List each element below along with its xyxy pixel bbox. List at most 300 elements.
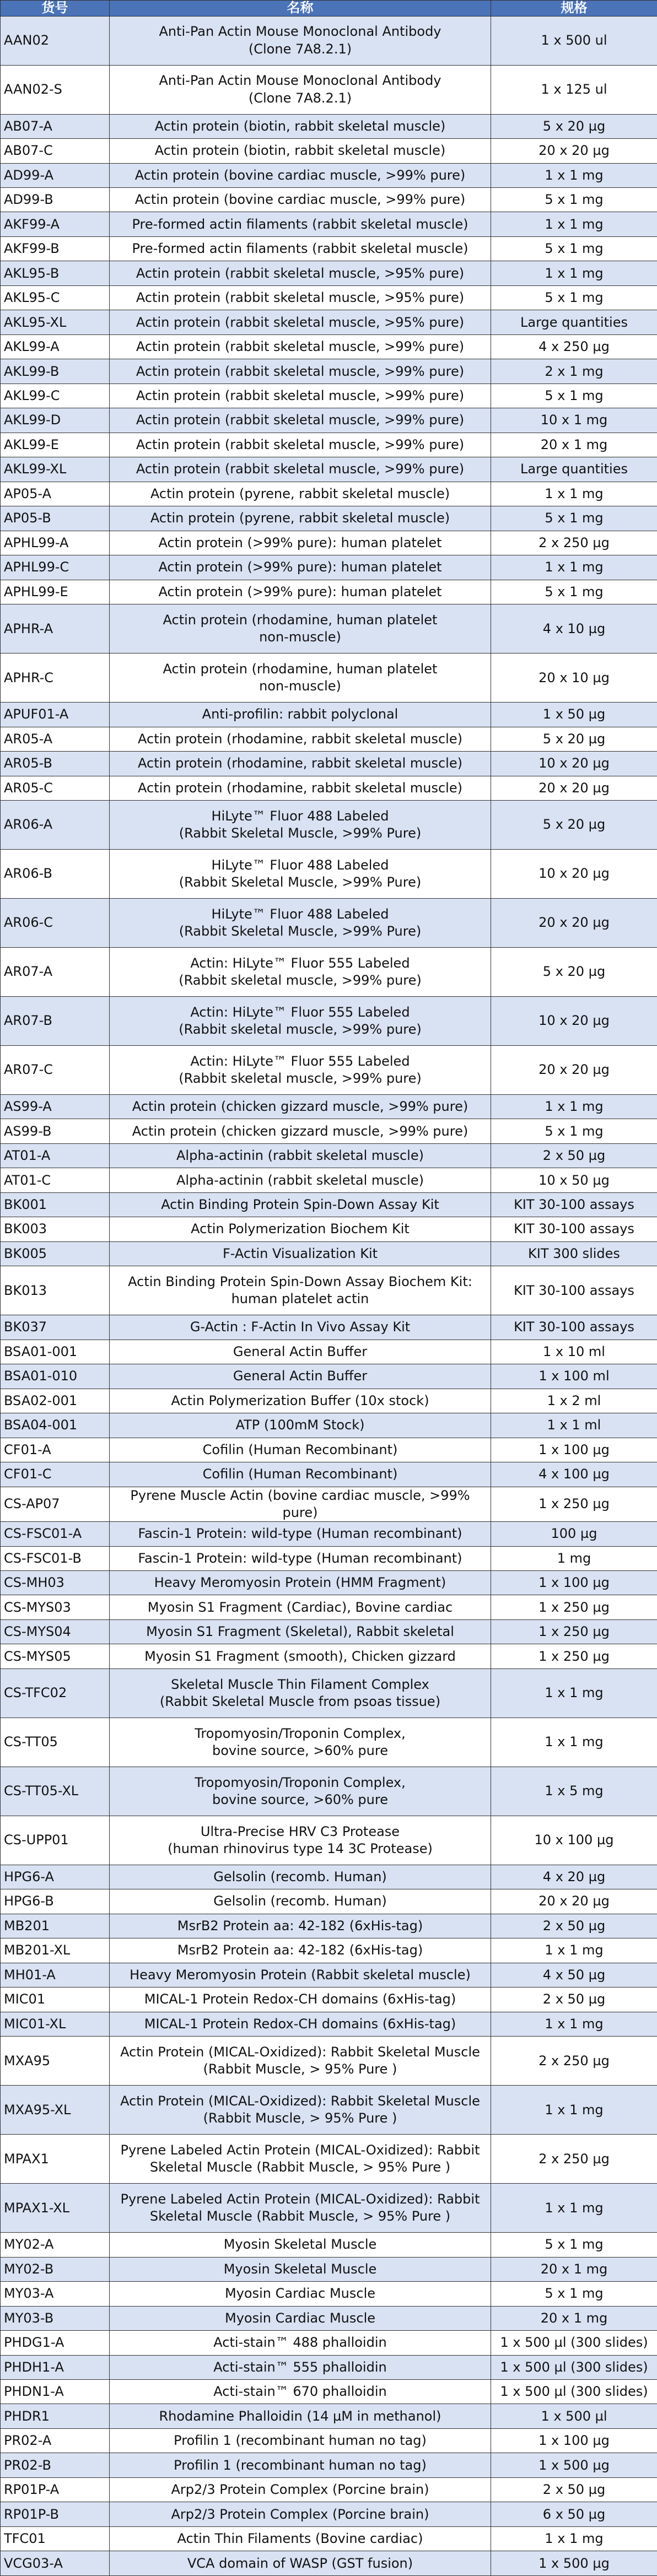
- product-spec: 1 x 1 mg: [491, 2086, 657, 2135]
- product-spec: 2 x 50 µg: [491, 2477, 657, 2502]
- product-spec: 5 x 1 mg: [491, 384, 657, 408]
- product-spec: 1 x 125 ul: [491, 65, 657, 114]
- product-code: CS-MYS03: [1, 1595, 110, 1619]
- product-name: MICAL-1 Protein Redox-CH domains (6xHis-tag): [110, 2012, 491, 2036]
- product-code: APHR-C: [1, 654, 110, 703]
- product-spec: 5 x 1 mg: [491, 2233, 657, 2257]
- product-code: AKL99-C: [1, 384, 110, 408]
- product-spec: KIT 30-100 assays: [491, 1315, 657, 1340]
- table-row: [1, 1119, 657, 1143]
- table-row: [1, 2331, 657, 2355]
- product-code: CS-MH03: [1, 1571, 110, 1595]
- product-spec: 5 x 1 mg: [491, 580, 657, 604]
- table-row: [1, 334, 657, 359]
- product-spec: 2 x 250 µg: [491, 2135, 657, 2184]
- table-row: [1, 139, 657, 163]
- product-name: ATP (100mM Stock): [110, 1413, 491, 1438]
- product-name: Myosin Skeletal Muscle: [110, 2233, 491, 2257]
- table-row: [1, 506, 657, 531]
- product-code: APHR-A: [1, 604, 110, 654]
- table-row: [1, 2355, 657, 2379]
- table-row: [1, 1644, 657, 1668]
- product-code: VCG03-A: [1, 2551, 110, 2575]
- product-name: Cofilin (Human Recombinant): [110, 1438, 491, 1462]
- table-row: [1, 2526, 657, 2551]
- product-name: Pyrene Labeled Actin Protein (MICAL-Oxidized): Rabbit Skeletal Muscle (Rabbit Muscle, > 95% Pure ): [110, 2135, 491, 2184]
- product-name: Actin protein (rabbit skeletal muscle, >99% pure): [110, 359, 491, 384]
- table-row: [1, 1914, 657, 1938]
- product-name: Acti-stain™ 670 phalloidin: [110, 2379, 491, 2404]
- product-spec: 4 x 100 µg: [491, 1462, 657, 1487]
- product-code: APHL99-A: [1, 531, 110, 555]
- table-row: [1, 1718, 657, 1767]
- product-name: Actin protein (>99% pure): human platelet: [110, 555, 491, 580]
- table-row: [1, 163, 657, 187]
- table-row: [1, 531, 657, 555]
- product-name: Actin protein (rhodamine, rabbit skeletal muscle): [110, 727, 491, 751]
- product-name: Myosin S1 Fragment (smooth), Chicken gizzard: [110, 1644, 491, 1668]
- product-name: Actin Binding Protein Spin-Down Assay Kit: [110, 1192, 491, 1217]
- product-spec: 1 x 100 µg: [491, 1571, 657, 1595]
- table-row: [1, 604, 657, 654]
- product-name: Actin Polymerization Biochem Kit: [110, 1217, 491, 1241]
- product-name: Profilin 1 (recombinant human no tag): [110, 2428, 491, 2453]
- product-code: MY03-B: [1, 2306, 110, 2330]
- product-name: Actin protein (rhodamine, human platelet non-muscle): [110, 604, 491, 654]
- product-code: AR06-C: [1, 899, 110, 948]
- product-spec: 20 x 1 mg: [491, 433, 657, 457]
- product-code: PHDG1-A: [1, 2331, 110, 2355]
- product-spec: 2 x 50 µg: [491, 1988, 657, 2012]
- product-code: CS-AP07: [1, 1487, 110, 1521]
- product-spec: 20 x 20 µg: [491, 899, 657, 948]
- product-spec: 1 x 500 ul: [491, 16, 657, 65]
- table-row: [1, 703, 657, 727]
- product-name: Gelsolin (recomb. Human): [110, 1865, 491, 1889]
- product-code: MB201: [1, 1914, 110, 1938]
- product-code: BK001: [1, 1192, 110, 1217]
- table-row: [1, 727, 657, 751]
- product-spec: 1 x 1 mg: [491, 1668, 657, 1718]
- product-spec: 4 x 20 µg: [491, 1865, 657, 1889]
- product-name: Actin protein (chicken gizzard muscle, >99% pure): [110, 1094, 491, 1119]
- product-name: General Actin Buffer: [110, 1340, 491, 1364]
- product-code: BSA01-001: [1, 1340, 110, 1364]
- product-code: AR07-A: [1, 948, 110, 997]
- product-code: RP01P-A: [1, 2477, 110, 2502]
- product-code: AKL95-C: [1, 285, 110, 310]
- table-row: [1, 1767, 657, 1816]
- table-row: [1, 2453, 657, 2477]
- product-name: Pyrene Muscle Actin (bovine cardiac muscle, >99% pure): [110, 1487, 491, 1521]
- table-row: [1, 1938, 657, 1963]
- product-name: HiLyte™ Fluor 488 Labeled (Rabbit Skeletal Muscle, >99% Pure): [110, 850, 491, 899]
- table-row: [1, 1462, 657, 1487]
- product-spec: 1 x 1 mg: [491, 2184, 657, 2233]
- product-spec: 1 x 100 ml: [491, 1364, 657, 1389]
- product-name: Rhodamine Phalloidin (14 µM in methanol): [110, 2404, 491, 2428]
- product-code: MY02-B: [1, 2257, 110, 2281]
- product-spec: 20 x 20 µg: [491, 776, 657, 800]
- product-code: PHDN1-A: [1, 2379, 110, 2404]
- product-spec: 1 x 1 mg: [491, 2012, 657, 2036]
- product-spec: 20 x 20 µg: [491, 1045, 657, 1094]
- product-name: Profilin 1 (recombinant human no tag): [110, 2453, 491, 2477]
- product-code: MXA95-XL: [1, 2086, 110, 2135]
- product-spec: 1 x 1 mg: [491, 261, 657, 285]
- product-code: AR05-C: [1, 776, 110, 800]
- table-row: [1, 187, 657, 212]
- product-code: CS-TFC02: [1, 1668, 110, 1718]
- product-name: Actin Polymerization Buffer (10x stock): [110, 1389, 491, 1413]
- table-row: [1, 1364, 657, 1389]
- product-code: BK013: [1, 1266, 110, 1315]
- product-code: PHDH1-A: [1, 2355, 110, 2379]
- product-name: Alpha-actinin (rabbit skeletal muscle): [110, 1143, 491, 1168]
- table-row: [1, 1389, 657, 1413]
- product-name: Anti-Pan Actin Mouse Monoclonal Antibody (Clone 7A8.2.1): [110, 65, 491, 114]
- product-name: Arp2/3 Protein Complex (Porcine brain): [110, 2477, 491, 2502]
- product-name: Actin protein (rabbit skeletal muscle, >95% pure): [110, 310, 491, 334]
- product-spec: 10 x 20 µg: [491, 996, 657, 1045]
- table-row: [1, 580, 657, 604]
- product-code: APUF01-A: [1, 703, 110, 727]
- table-row: [1, 1192, 657, 1217]
- product-code: CS-TT05-XL: [1, 1767, 110, 1816]
- product-code: AP05-A: [1, 482, 110, 506]
- product-name: Actin: HiLyte™ Fluor 555 Labeled (Rabbit skeletal muscle, >99% pure): [110, 948, 491, 997]
- table-row: [1, 1143, 657, 1168]
- table-row: [1, 1889, 657, 1914]
- product-spec: 5 x 20 µg: [491, 727, 657, 751]
- product-spec: 5 x 1 mg: [491, 1119, 657, 1143]
- table-row: [1, 482, 657, 506]
- product-code: AB07-A: [1, 114, 110, 138]
- product-code: CS-TT05: [1, 1718, 110, 1767]
- table-row: [1, 1413, 657, 1438]
- product-spec: 5 x 1 mg: [491, 236, 657, 261]
- table-row: [1, 359, 657, 384]
- product-spec: 10 x 50 µg: [491, 1168, 657, 1192]
- product-code: AKF99-B: [1, 236, 110, 261]
- product-spec: 1 x 50 µg: [491, 703, 657, 727]
- table-row: [1, 1438, 657, 1462]
- product-code: MPAX1-XL: [1, 2184, 110, 2233]
- table-row: [1, 2012, 657, 2036]
- product-name: Acti-stain™ 555 phalloidin: [110, 2355, 491, 2379]
- product-code: HPG6-A: [1, 1865, 110, 1889]
- product-code: APHL99-E: [1, 580, 110, 604]
- product-name: Actin Binding Protein Spin-Down Assay Biochem Kit: human platelet actin: [110, 1266, 491, 1315]
- product-name: Myosin S1 Fragment (Skeletal), Rabbit skeletal: [110, 1619, 491, 1644]
- product-spec: 2 x 250 µg: [491, 531, 657, 555]
- product-name: MsrB2 Protein aa: 42-182 (6xHis-tag): [110, 1938, 491, 1963]
- product-code: PR02-A: [1, 2428, 110, 2453]
- table-row: [1, 212, 657, 236]
- product-code: AKL99-XL: [1, 457, 110, 482]
- product-spec: 10 x 20 µg: [491, 850, 657, 899]
- product-name: Actin protein (biotin, rabbit skeletal muscle): [110, 139, 491, 163]
- product-spec: 5 x 1 mg: [491, 506, 657, 531]
- product-name: HiLyte™ Fluor 488 Labeled (Rabbit Skeletal Muscle, >99% Pure): [110, 801, 491, 850]
- product-code: AT01-C: [1, 1168, 110, 1192]
- product-code: AR07-B: [1, 996, 110, 1045]
- product-name: Actin protein (>99% pure): human platelet: [110, 580, 491, 604]
- product-spec: 1 x 500 µg: [491, 2551, 657, 2575]
- table-row: [1, 801, 657, 850]
- product-spec: 5 x 1 mg: [491, 2282, 657, 2306]
- product-name: Ultra-Precise HRV C3 Protease (human rhinovirus type 14 3C Protease): [110, 1816, 491, 1865]
- table-row: [1, 261, 657, 285]
- product-name: Actin protein (pyrene, rabbit skeletal muscle): [110, 506, 491, 531]
- table-row: [1, 1988, 657, 2012]
- product-spec: 1 x 1 mg: [491, 2526, 657, 2551]
- product-code: MIC01-XL: [1, 2012, 110, 2036]
- product-code: BK037: [1, 1315, 110, 1340]
- product-name: Pre-formed actin filaments (rabbit skeletal muscle): [110, 236, 491, 261]
- table-row: [1, 996, 657, 1045]
- product-code: MY03-A: [1, 2282, 110, 2306]
- product-spec: 1 x 500 µl: [491, 2404, 657, 2428]
- product-code: BK005: [1, 1241, 110, 1266]
- table-row: [1, 752, 657, 776]
- product-spec: 20 x 20 µg: [491, 139, 657, 163]
- table-header-row: [1, 1, 657, 17]
- product-spec: 1 x 100 µg: [491, 2428, 657, 2453]
- table-row: [1, 1094, 657, 1119]
- product-spec: 10 x 20 µg: [491, 752, 657, 776]
- product-code: APHL99-C: [1, 555, 110, 580]
- product-spec: 1 x 250 µg: [491, 1644, 657, 1668]
- product-code: CS-MYS04: [1, 1619, 110, 1644]
- product-spec: 20 x 10 µg: [491, 654, 657, 703]
- product-code: TFC01: [1, 2526, 110, 2551]
- product-spec: 4 x 250 µg: [491, 334, 657, 359]
- table-row: [1, 2404, 657, 2428]
- product-spec: 2 x 250 µg: [491, 2037, 657, 2086]
- table-row: [1, 1619, 657, 1644]
- table-row: [1, 2135, 657, 2184]
- product-name: Acti-stain™ 488 phalloidin: [110, 2331, 491, 2355]
- product-code: BSA04-001: [1, 1413, 110, 1438]
- product-code: PHDR1: [1, 2404, 110, 2428]
- product-spec: 20 x 20 µg: [491, 1889, 657, 1914]
- table-row: [1, 1241, 657, 1266]
- product-spec: 1 x 1 ml: [491, 1413, 657, 1438]
- product-name: Skeletal Muscle Thin Filament Complex (Rabbit Skeletal Muscle from psoas tissue): [110, 1668, 491, 1718]
- product-code: AD99-A: [1, 163, 110, 187]
- product-code: AR05-B: [1, 752, 110, 776]
- product-spec: KIT 300 slides: [491, 1241, 657, 1266]
- table-row: [1, 2184, 657, 2233]
- product-code: RP01P-B: [1, 2502, 110, 2526]
- table-row: [1, 555, 657, 580]
- table-row: [1, 384, 657, 408]
- header-name: 名称: [110, 1, 491, 17]
- product-spec: 2 x 50 µg: [491, 1143, 657, 1168]
- table-row: [1, 1963, 657, 1987]
- product-code: AKF99-A: [1, 212, 110, 236]
- product-name: Cofilin (Human Recombinant): [110, 1462, 491, 1487]
- product-spec: 1 x 2 ml: [491, 1389, 657, 1413]
- table-row: [1, 2037, 657, 2086]
- product-name: Myosin S1 Fragment (Cardiac), Bovine cardiac: [110, 1595, 491, 1619]
- product-name: Fascin-1 Protein: wild-type (Human recombinant): [110, 1522, 491, 1546]
- product-code: AR05-A: [1, 727, 110, 751]
- table-row: [1, 1595, 657, 1619]
- product-code: MB201-XL: [1, 1938, 110, 1963]
- table-row: [1, 1217, 657, 1241]
- product-name: Heavy Meromyosin Protein (Rabbit skeletal muscle): [110, 1963, 491, 1987]
- product-spec: 1 x 250 µg: [491, 1619, 657, 1644]
- product-name: Alpha-actinin (rabbit skeletal muscle): [110, 1168, 491, 1192]
- product-code: BK003: [1, 1217, 110, 1241]
- product-code: AKL99-D: [1, 408, 110, 433]
- product-code: AR06-A: [1, 801, 110, 850]
- table-row: [1, 2379, 657, 2404]
- product-spec: 1 x 500 µg: [491, 2453, 657, 2477]
- product-spec: 1 x 1 mg: [491, 1094, 657, 1119]
- product-spec: 1 x 5 mg: [491, 1767, 657, 1816]
- product-spec: 1 x 1 mg: [491, 1718, 657, 1767]
- product-spec: 1 x 250 µg: [491, 1487, 657, 1521]
- product-spec: 10 x 1 mg: [491, 408, 657, 433]
- product-name: F-Actin Visualization Kit: [110, 1241, 491, 1266]
- product-name: MsrB2 Protein aa: 42-182 (6xHis-tag): [110, 1914, 491, 1938]
- table-body: [1, 16, 657, 2575]
- product-name: Actin protein (rhodamine, human platelet non-muscle): [110, 654, 491, 703]
- table-row: [1, 899, 657, 948]
- product-code: AKL95-XL: [1, 310, 110, 334]
- product-name: Actin protein (rabbit skeletal muscle, >99% pure): [110, 457, 491, 482]
- product-name: Pre-formed actin filaments (rabbit skeletal muscle): [110, 212, 491, 236]
- product-name: Actin protein (rabbit skeletal muscle, >99% pure): [110, 433, 491, 457]
- product-code: AT01-A: [1, 1143, 110, 1168]
- table-row: [1, 1487, 657, 1521]
- product-spec: 10 x 100 µg: [491, 1816, 657, 1865]
- product-name: HiLyte™ Fluor 488 Labeled (Rabbit Skeletal Muscle, >99% Pure): [110, 899, 491, 948]
- product-spec: 1 mg: [491, 1546, 657, 1570]
- table-row: [1, 2551, 657, 2575]
- table-row: [1, 1045, 657, 1094]
- product-name: Anti-profilin: rabbit polyclonal: [110, 703, 491, 727]
- table-row: [1, 408, 657, 433]
- product-code: AS99-A: [1, 1094, 110, 1119]
- product-spec: 1 x 500 µl (300 slides): [491, 2379, 657, 2404]
- product-spec: 4 x 10 µg: [491, 604, 657, 654]
- product-name: Actin protein (rabbit skeletal muscle, >95% pure): [110, 285, 491, 310]
- table-row: [1, 2502, 657, 2526]
- product-name: Actin protein (bovine cardiac muscle, >99% pure): [110, 187, 491, 212]
- product-name: Myosin Cardiac Muscle: [110, 2306, 491, 2330]
- product-code: CF01-C: [1, 1462, 110, 1487]
- product-spec: 5 x 1 mg: [491, 187, 657, 212]
- product-spec: 1 x 1 mg: [491, 482, 657, 506]
- product-spec: 1 x 1 mg: [491, 163, 657, 187]
- product-name: Actin: HiLyte™ Fluor 555 Labeled (Rabbit skeletal muscle, >99% pure): [110, 1045, 491, 1094]
- product-code: BSA01-010: [1, 1364, 110, 1389]
- table-row: [1, 433, 657, 457]
- table-row: [1, 1668, 657, 1718]
- product-name: Anti-Pan Actin Mouse Monoclonal Antibody (Clone 7A8.2.1): [110, 16, 491, 65]
- product-code: AAN02-S: [1, 65, 110, 114]
- product-spec: KIT 30-100 assays: [491, 1266, 657, 1315]
- product-name: Myosin Cardiac Muscle: [110, 2282, 491, 2306]
- table-row: [1, 2282, 657, 2306]
- table-row: [1, 2233, 657, 2257]
- product-name: Actin protein (>99% pure): human platelet: [110, 531, 491, 555]
- header-code: 货号: [1, 1, 110, 17]
- product-name: Actin Thin Filaments (Bovine cardiac): [110, 2526, 491, 2551]
- product-code: HPG6-B: [1, 1889, 110, 1914]
- product-code: AB07-C: [1, 139, 110, 163]
- product-code: AKL99-E: [1, 433, 110, 457]
- table-row: [1, 285, 657, 310]
- product-name: Actin Protein (MICAL-Oxidized): Rabbit Skeletal Muscle (Rabbit Muscle, > 95% Pure ): [110, 2086, 491, 2135]
- product-spec: 1 x 10 ml: [491, 1340, 657, 1364]
- table-row: [1, 1571, 657, 1595]
- table-row: [1, 1168, 657, 1192]
- product-code: CS-MYS05: [1, 1644, 110, 1668]
- product-code: AKL99-A: [1, 334, 110, 359]
- product-spec: 5 x 20 µg: [491, 801, 657, 850]
- table-row: [1, 2086, 657, 2135]
- product-spec: 1 x 100 µg: [491, 1438, 657, 1462]
- product-spec: 1 x 500 µl (300 slides): [491, 2331, 657, 2355]
- product-spec: KIT 30-100 assays: [491, 1217, 657, 1241]
- product-spec: 6 x 50 µg: [491, 2502, 657, 2526]
- table-row: [1, 16, 657, 65]
- table-row: [1, 114, 657, 138]
- product-name: Actin Protein (MICAL-Oxidized): Rabbit Skeletal Muscle (Rabbit Muscle, > 95% Pure ): [110, 2037, 491, 2086]
- product-spec: 20 x 1 mg: [491, 2306, 657, 2330]
- product-code: AR07-C: [1, 1045, 110, 1094]
- product-spec: 1 x 250 µg: [491, 1595, 657, 1619]
- product-name: Actin protein (rabbit skeletal muscle, >95% pure): [110, 261, 491, 285]
- product-code: AP05-B: [1, 506, 110, 531]
- product-spec: Large quantities: [491, 457, 657, 482]
- product-spec: 5 x 20 µg: [491, 948, 657, 997]
- product-name: Gelsolin (recomb. Human): [110, 1889, 491, 1914]
- product-name: General Actin Buffer: [110, 1364, 491, 1389]
- header-spec: 规格: [491, 1, 657, 17]
- product-name: Pyrene Labeled Actin Protein (MICAL-Oxidized): Rabbit Skeletal Muscle (Rabbit Muscle, > 95% Pure ): [110, 2184, 491, 2233]
- product-code: CS-FSC01-B: [1, 1546, 110, 1570]
- product-spec: 1 x 1 mg: [491, 212, 657, 236]
- product-name: Actin protein (rhodamine, rabbit skeletal muscle): [110, 776, 491, 800]
- product-spec: 1 x 500 µl (300 slides): [491, 2355, 657, 2379]
- product-name: Tropomyosin/Troponin Complex, bovine source, >60% pure: [110, 1718, 491, 1767]
- product-name: MICAL-1 Protein Redox-CH domains (6xHis-tag): [110, 1988, 491, 2012]
- table-row: [1, 2257, 657, 2281]
- product-code: MXA95: [1, 2037, 110, 2086]
- product-name: Actin protein (rabbit skeletal muscle, >99% pure): [110, 334, 491, 359]
- product-name: Actin protein (rhodamine, rabbit skeletal muscle): [110, 752, 491, 776]
- product-name: Fascin-1 Protein: wild-type (Human recombinant): [110, 1546, 491, 1570]
- table-row: [1, 1816, 657, 1865]
- product-name: VCA domain of WASP (GST fusion): [110, 2551, 491, 2575]
- table-row: [1, 310, 657, 334]
- product-code: PR02-B: [1, 2453, 110, 2477]
- table-row: [1, 1865, 657, 1889]
- product-spec: 100 µg: [491, 1522, 657, 1546]
- product-name: Actin: HiLyte™ Fluor 555 Labeled (Rabbit skeletal muscle, >99% pure): [110, 996, 491, 1045]
- table-row: [1, 850, 657, 899]
- product-name: G-Actin : F-Actin In Vivo Assay Kit: [110, 1315, 491, 1340]
- product-name: Tropomyosin/Troponin Complex, bovine source, >60% pure: [110, 1767, 491, 1816]
- product-name: Arp2/3 Protein Complex (Porcine brain): [110, 2502, 491, 2526]
- table-row: [1, 1546, 657, 1570]
